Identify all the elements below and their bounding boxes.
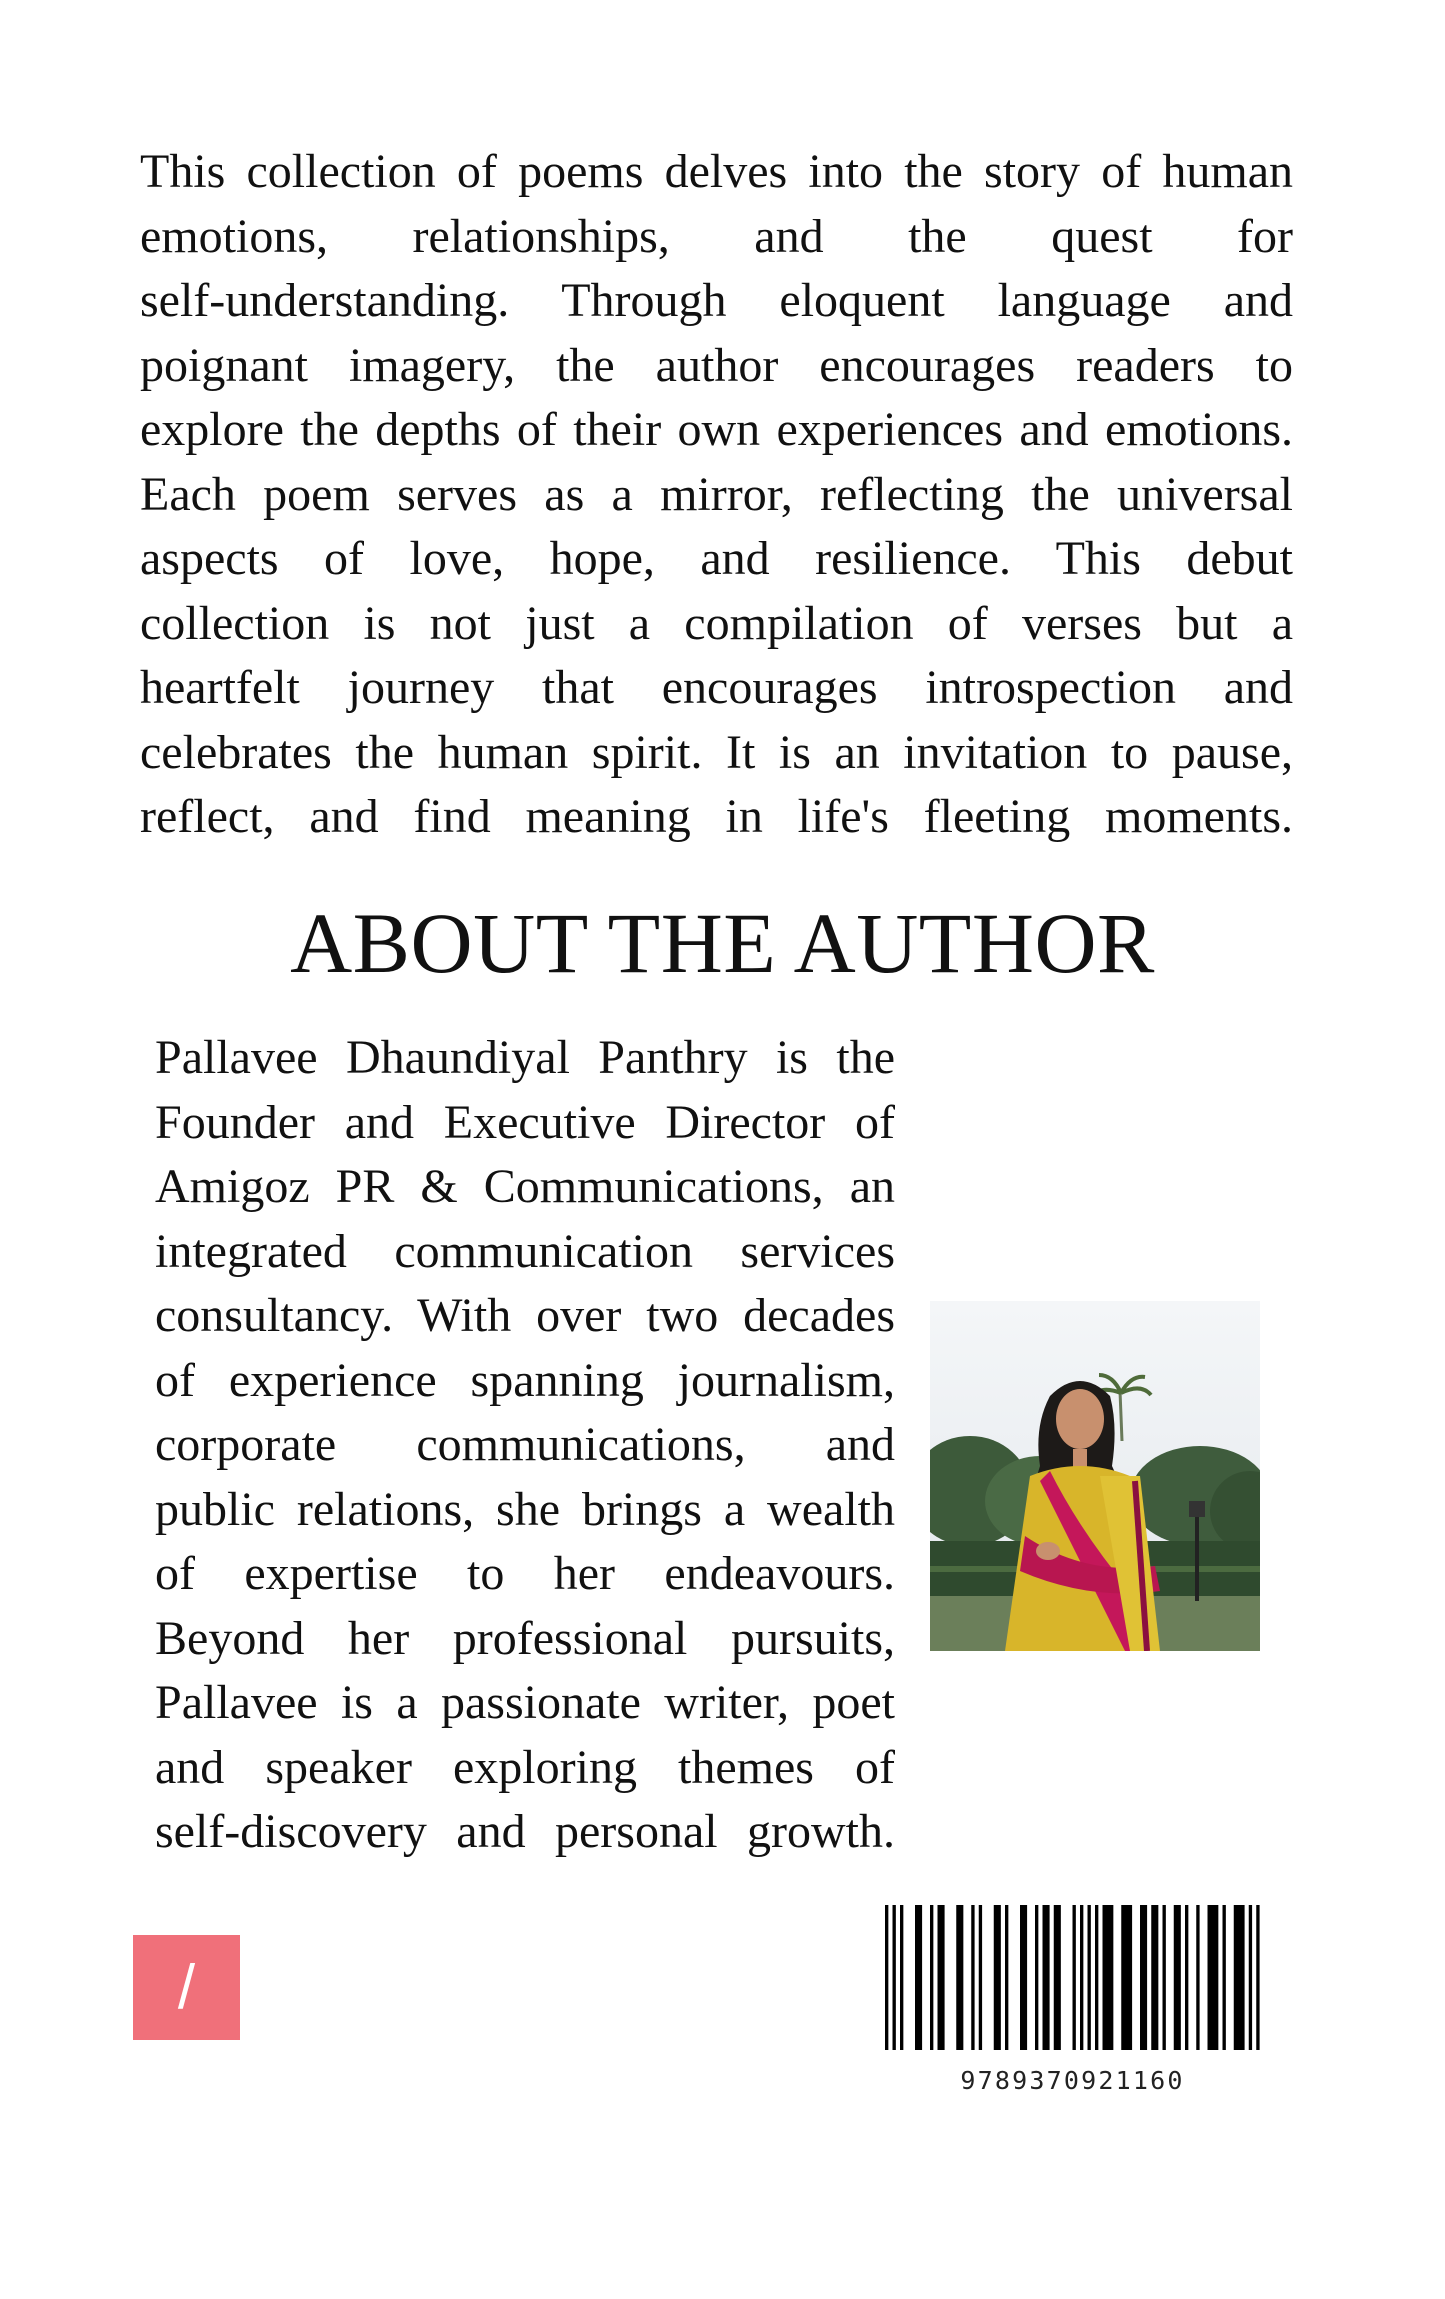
barcode-bar — [971, 1905, 974, 2050]
barcode-bar — [1103, 1905, 1114, 2050]
barcode-bar — [1095, 1905, 1098, 2050]
barcode-bar — [938, 1905, 945, 2050]
blurb-line: celebrates the human spirit. It is an invitation to pause, — [140, 725, 1293, 779]
blurb-line: poignant imagery, the author encourages readers to — [140, 338, 1293, 392]
barcode-bar — [956, 1905, 963, 2050]
bio-line: integrated communication services — [155, 1224, 895, 1278]
barcode-bar — [1035, 1905, 1038, 2050]
barcode-bar — [1073, 1905, 1076, 2050]
barcode-bar — [1249, 1905, 1252, 2050]
bio-line: self-discovery and personal growth. — [155, 1805, 895, 1858]
barcode-bar — [1054, 1905, 1061, 2050]
bio-line: and speaker exploring themes of — [155, 1740, 895, 1794]
blurb-line: This collection of poems delves into the story of human — [140, 145, 1293, 198]
barcode-bar — [1256, 1905, 1259, 2050]
barcode-bar — [979, 1905, 982, 2050]
barcode-bar — [1196, 1905, 1199, 2050]
bio-line: corporate communications, and — [155, 1418, 895, 1471]
barcode-bar — [1043, 1905, 1050, 2050]
barcode-bar — [1151, 1905, 1158, 2050]
bio-line: Beyond her professional pursuits, — [155, 1611, 895, 1665]
barcode-bar — [1234, 1905, 1245, 2050]
bio-line: consultancy. With over two decades — [155, 1289, 895, 1342]
barcode-bar — [1174, 1905, 1181, 2050]
barcode-bar — [915, 1905, 922, 2050]
barcode-bar — [893, 1905, 896, 2050]
bio-line: of expertise to her endeavours. — [155, 1547, 895, 1600]
publisher-logo — [133, 1935, 240, 2040]
barcode-bar — [1080, 1905, 1083, 2050]
blurb-line: aspects of love, hope, and resilience. This debut — [140, 532, 1293, 585]
blurb-line: collection is not just a compilation of verses but a — [140, 596, 1293, 650]
barcode-bar — [1088, 1905, 1091, 2050]
barcode-bar — [1121, 1905, 1132, 2050]
blurb-line: emotions, relationships, and the quest for — [140, 209, 1293, 263]
blurb-line: explore the depths of their own experiences and emotions. — [140, 403, 1293, 456]
about-the-author-heading: ABOUT THE AUTHOR — [290, 895, 1155, 991]
blurb-line: Each poem serves as a mirror, reflecting the universal — [140, 467, 1293, 521]
author-bio — [155, 1026, 895, 1865]
isbn-barcode — [885, 1905, 1260, 2050]
isbn-number: 9789370921160 — [960, 2066, 1185, 2095]
blurb-line: heartfelt journey that encourages introspection and — [140, 661, 1293, 714]
bio-line: public relations, she brings a wealth — [155, 1482, 895, 1536]
barcode-bar — [1020, 1905, 1027, 2050]
publisher-logo-glyph: / — [177, 1952, 196, 2022]
author-photo — [930, 1301, 1260, 1651]
barcode-bar — [885, 1905, 888, 2050]
blurb-line: reflect, and find meaning in life's fleeting moments. — [140, 790, 1293, 843]
barcode-bar — [930, 1905, 933, 2050]
barcode-bar — [994, 1905, 1001, 2050]
blurb-line: self-understanding. Through eloquent language and — [140, 274, 1293, 327]
barcode-bar — [1140, 1905, 1147, 2050]
barcode-bar — [1208, 1905, 1219, 2050]
bio-line: Pallavee is a passionate writer, poet — [155, 1676, 895, 1729]
book-blurb — [140, 140, 1293, 850]
barcode-bar — [900, 1905, 903, 2050]
bio-line: Founder and Executive Director of — [155, 1095, 895, 1149]
barcode-bar — [1163, 1905, 1166, 2050]
barcode-bar — [1223, 1905, 1226, 2050]
barcode-bar — [1185, 1905, 1188, 2050]
bio-line: of experience spanning journalism, — [155, 1353, 895, 1407]
bio-line: Amigoz PR & Communications, an — [155, 1160, 895, 1213]
bio-line: Pallavee Dhaundiyal Panthry is the — [155, 1031, 895, 1084]
barcode-bar — [1005, 1905, 1008, 2050]
